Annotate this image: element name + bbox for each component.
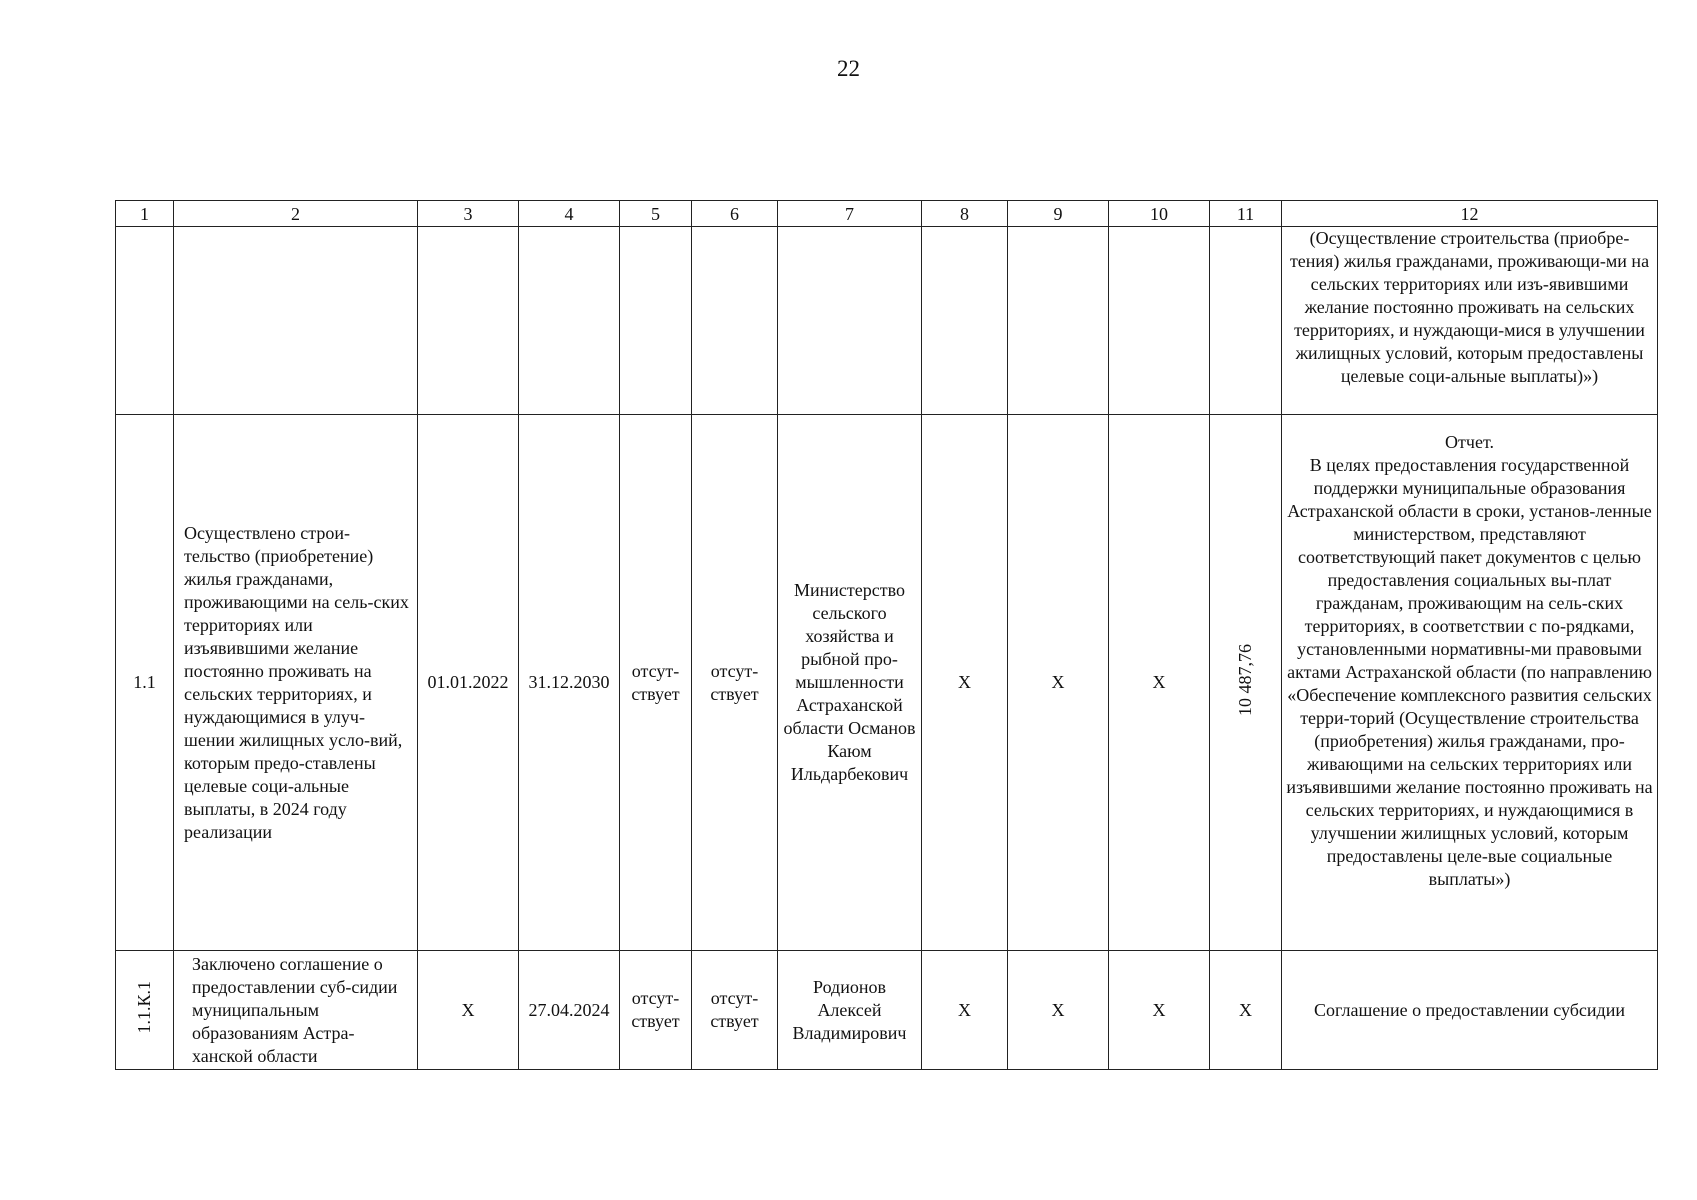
- page-number: 22: [837, 56, 860, 81]
- empty-cell: [1109, 227, 1210, 415]
- table-header-row: [116, 201, 1658, 227]
- header-cell: 4: [519, 201, 620, 227]
- header-cell: 1: [116, 201, 174, 227]
- col11-value: Х: [1210, 951, 1282, 1070]
- row-number: 1.1: [116, 415, 174, 951]
- header-cell: 2: [174, 201, 418, 227]
- start-date: 01.01.2022: [418, 415, 519, 951]
- empty-cell: [174, 227, 418, 415]
- header-cell: 6: [692, 201, 778, 227]
- table-row-continuation: [116, 227, 1658, 415]
- col11-cell: [1210, 415, 1282, 951]
- col5-value: отсут-ствует: [620, 415, 692, 951]
- control-date: 27.04.2024: [519, 951, 620, 1070]
- header-cell: 3: [418, 201, 519, 227]
- report-text: В целях предоставления государственной поддержки муниципальные образования Астраханской области в сроки, установ-ленные министерством, представляют соответствующий пакет документов с целью предоставления социальных вы-плат гражданам, проживающим на сель-ских территориях, в соответствии с по-рядками, установленными нормативны-ми правовыми актами Астраханской области (по направлению «Обеспечение комплексного развития сельских терри-торий (Осуществление строительства (приобретения) жилья гражданами, про-живающими на сельских территориях или изъявившими желание постоянно проживать на сельских территориях, и нуждающимися в улучшении жилищных условий, которым предоставлены целе-вые социальные выплаты»): [1286, 455, 1653, 889]
- empty-cell: [418, 227, 519, 415]
- responsible-person: Родионов Алексей Владимирович: [778, 951, 922, 1070]
- continuation-result-text: (Осуществление строительства (приобре-тения) жилья гражданами, проживающи-ми на сельских территориях или изъ-явившими желание постоянно проживать на сельских территориях, и нуждающи-мися в улучшении жилищных условий, которым предоставлены целевые соци-альные выплаты)»): [1282, 227, 1658, 415]
- row-number-cell: [116, 951, 174, 1070]
- col6-value: отсут-ствует: [692, 415, 778, 951]
- report-cell: [1282, 415, 1658, 951]
- header-cell: 5: [620, 201, 692, 227]
- event-name: Заключено соглашение о предоставлении суб-сидии муниципальным образованиям Астра-ханской области: [174, 951, 418, 1070]
- empty-cell: [692, 227, 778, 415]
- header-cell: 10: [1109, 201, 1210, 227]
- col5-value: отсут-ствует: [620, 951, 692, 1070]
- end-date: 31.12.2030: [519, 415, 620, 951]
- table-row-1-1: [116, 415, 1658, 951]
- row-number: 1.1.К.1: [134, 980, 154, 1034]
- empty-cell: [519, 227, 620, 415]
- responsible-person: Министерство сельского хозяйства и рыбной про-мышленности Астраханской области Османов Каюм Ильдарбекович: [778, 415, 922, 951]
- header-cell: 11: [1210, 201, 1282, 227]
- empty-cell: [620, 227, 692, 415]
- col9-value: Х: [1008, 951, 1109, 1070]
- col8-value: Х: [922, 951, 1008, 1070]
- header-cell: 12: [1282, 201, 1658, 227]
- event-name: Осуществлено строи-тельство (приобретение) жилья гражданами, проживающими на сель-ских территориях или изъявившими желание постоянно проживать на сельских территориях, и нуждающимися в улуч-шении жилищных усло-вий, которым предо-ставлены целевые соци-альные выплаты, в 2024 году реализации: [174, 415, 418, 951]
- empty-cell: [116, 227, 174, 415]
- col10-value: Х: [1109, 951, 1210, 1070]
- col10-value: Х: [1109, 415, 1210, 951]
- empty-cell: [1008, 227, 1109, 415]
- col3-value: Х: [418, 951, 519, 1070]
- header-cell: 8: [922, 201, 1008, 227]
- financing-amount: 10 487,76: [1235, 643, 1255, 716]
- empty-cell: [778, 227, 922, 415]
- result-document: Соглашение о предоставлении субсидии: [1282, 951, 1658, 1070]
- report-table: [115, 200, 1658, 1070]
- col9-value: Х: [1008, 415, 1109, 951]
- empty-cell: [922, 227, 1008, 415]
- col6-value: отсут-ствует: [692, 951, 778, 1070]
- header-cell: 7: [778, 201, 922, 227]
- table-row-1-1-k-1: [116, 951, 1658, 1070]
- empty-cell: [1210, 227, 1282, 415]
- report-title: Отчет.: [1445, 432, 1494, 452]
- col8-value: Х: [922, 415, 1008, 951]
- header-cell: 9: [1008, 201, 1109, 227]
